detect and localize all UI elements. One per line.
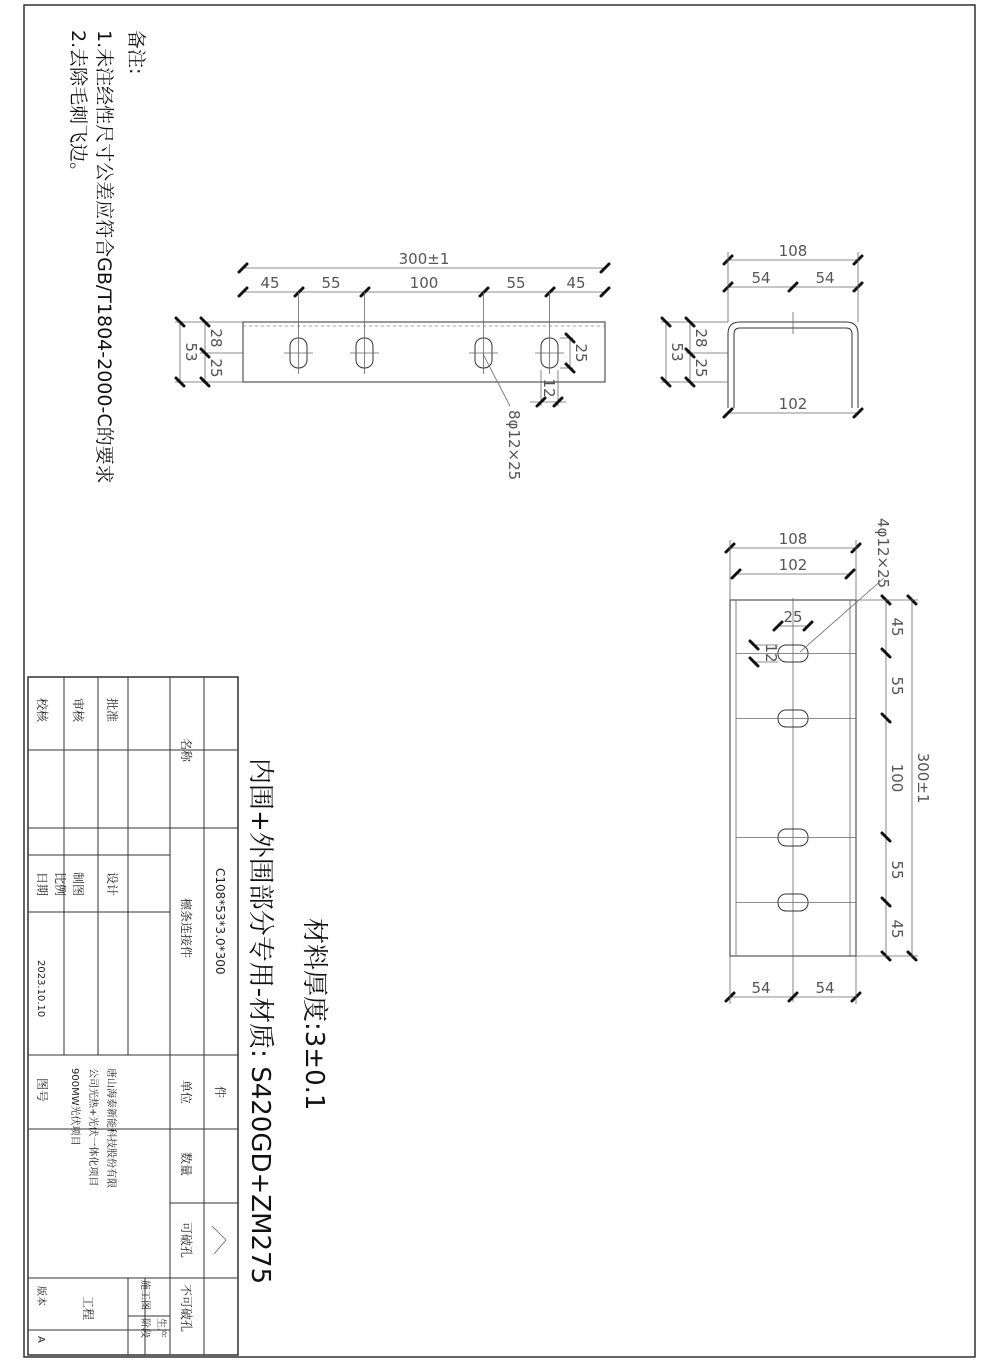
plan-slot-width: 12	[762, 643, 780, 663]
tb-part-code: C108*53*3.0*300	[213, 868, 227, 975]
plan-seg-dim: 45	[888, 617, 906, 637]
plan-half-right: 54	[815, 979, 835, 997]
sheet-border	[24, 5, 975, 1357]
front-height-total: 53	[182, 342, 200, 362]
tb-qty-label: 数量	[179, 1152, 193, 1177]
title-block	[28, 677, 238, 1355]
plan-overall-dim: 300±1	[914, 752, 932, 804]
plan-outer-width: 108	[778, 530, 808, 548]
side-half-left: 54	[751, 269, 771, 287]
side-view	[661, 242, 862, 417]
front-seg-dim: 45	[260, 274, 280, 292]
tb-mach-no: 不可破孔	[179, 1284, 193, 1333]
tb-name-label: 名称	[179, 738, 193, 763]
tb-approve: 批准	[105, 698, 119, 723]
tb-unit-label: 单位	[179, 1080, 193, 1105]
plan-half-left: 54	[751, 979, 771, 997]
front-seg-dim: 55	[321, 274, 341, 292]
tb-drawing-no: 图号	[35, 1078, 49, 1103]
notes-line2: 2.去除毛刺飞边。	[67, 30, 89, 182]
plan-hole-callout: 4φ12×25	[874, 518, 892, 589]
tb-company-line3: 900MW光伏项目	[69, 1068, 80, 1146]
front-view	[175, 250, 609, 480]
tb-stage-phase: 阶段	[139, 1318, 150, 1338]
notes-block	[67, 30, 147, 484]
front-view-body	[243, 322, 605, 382]
tb-version-label: 版本	[35, 1286, 46, 1306]
tb-unit-value: 件	[213, 1086, 227, 1099]
front-hole-callout: 8φ12×25	[505, 410, 523, 481]
plan-view	[726, 518, 932, 1004]
tb-design: 设计	[105, 872, 119, 897]
side-half-right: 54	[815, 269, 835, 287]
tb-review: 审核	[71, 698, 85, 723]
notes-heading: 备注:	[125, 30, 147, 75]
title-purpose: 内围+外围部分专用-材质: S420GD+ZM275	[245, 758, 275, 1285]
front-height-lower: 25	[207, 358, 225, 378]
tb-part-name: 檩条连接件	[179, 898, 193, 959]
plan-seg-dim: 55	[888, 860, 906, 880]
plan-seg-dim: 100	[888, 763, 906, 793]
front-overall-dim: 300±1	[398, 250, 450, 268]
side-height-total: 53	[668, 342, 686, 362]
tb-date-value: 2023.10.10	[35, 960, 46, 1018]
tb-check-mark	[212, 1226, 226, 1254]
plan-inner-width: 102	[778, 556, 808, 574]
tb-scale: 比例	[53, 872, 67, 897]
side-height-lower: 25	[692, 358, 710, 378]
front-seg-dim: 45	[566, 274, 586, 292]
title-thickness: 材料厚度:3±0.1	[299, 918, 329, 1111]
tb-date-label: 日期	[35, 872, 49, 897]
plan-slot-length: 25	[783, 608, 803, 626]
front-seg-dim: 55	[506, 274, 526, 292]
tb-draw: 制图	[71, 872, 85, 897]
plan-seg-dim: 55	[888, 676, 906, 696]
front-height-upper: 28	[207, 328, 225, 348]
front-seg-dim: 100	[409, 274, 439, 292]
notes-line1: 1.未注经性尺寸公差应符合GB/T1804-2000-C的要求	[93, 30, 115, 484]
tb-stage: 施工图	[139, 1280, 150, 1310]
tb-company-line2: 公司光热+光伏一体化项目	[87, 1068, 98, 1187]
tb-stage-prod: 生产	[155, 1318, 166, 1338]
plan-seg-dim: 45	[888, 919, 906, 939]
tb-company-line1: 唐山海泰新能科技股份有限	[105, 1068, 116, 1188]
tb-proof: 校核	[35, 698, 49, 723]
tb-version-value: A	[35, 1336, 46, 1343]
front-slot-length: 25	[572, 343, 590, 363]
side-height-upper: 28	[692, 328, 710, 348]
front-slot-width: 12	[540, 378, 558, 398]
tb-mach-yes: 可破孔	[179, 1222, 193, 1259]
side-bottom-width: 102	[778, 395, 808, 413]
tb-project: 工程	[81, 1296, 95, 1321]
side-top-width: 108	[778, 242, 808, 260]
